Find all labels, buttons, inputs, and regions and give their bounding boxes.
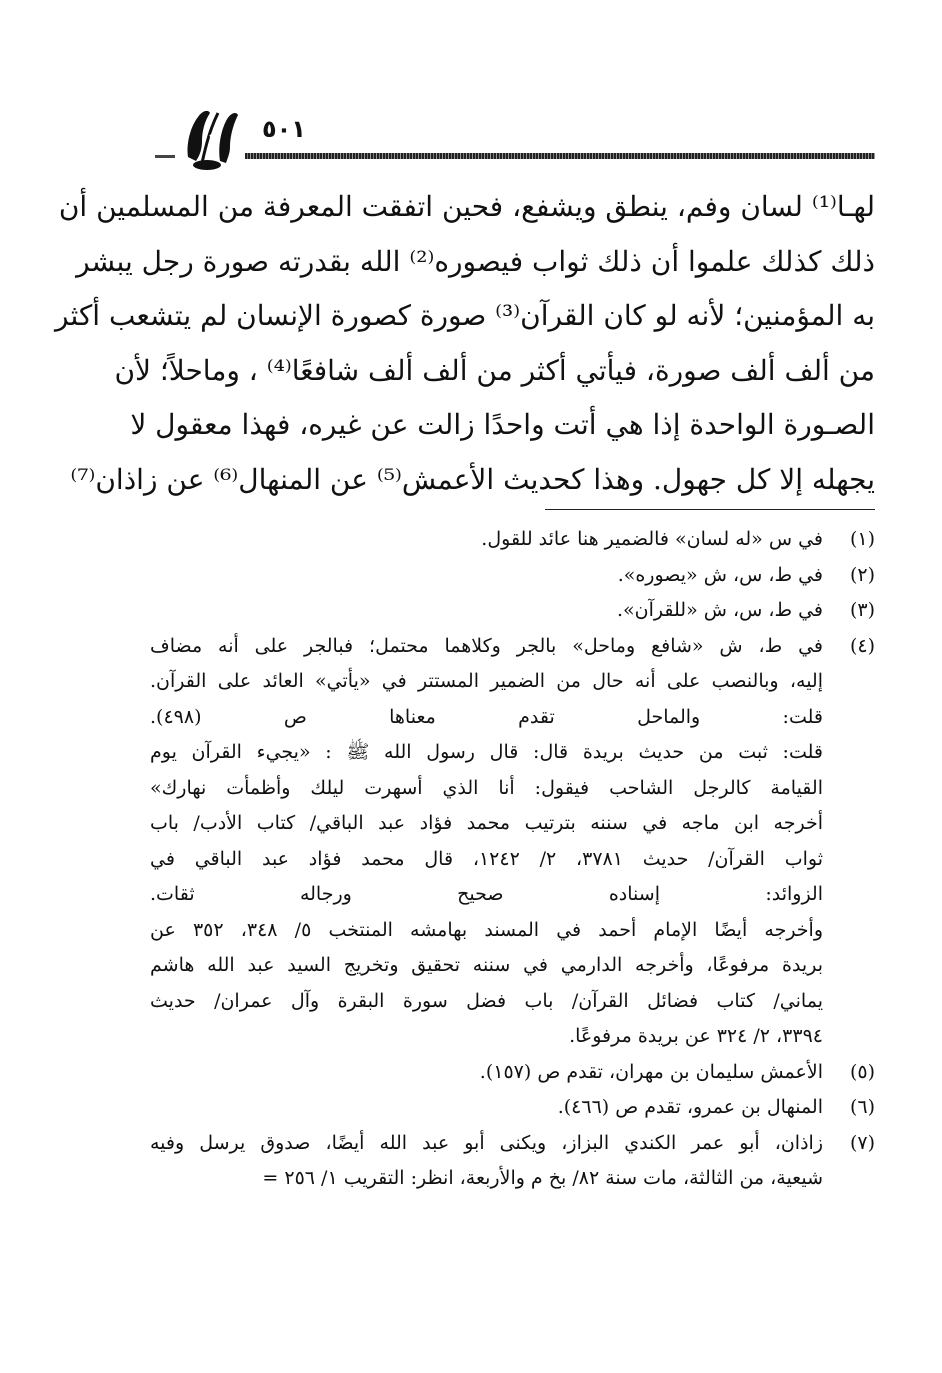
footnote bbox=[150, 558, 875, 594]
header-rule bbox=[245, 153, 875, 159]
footnote-line: في ط، ش «شافع وماحل» بالجر وكلاهما محتمل؛ فبالجر على أنه مضاف bbox=[150, 634, 823, 657]
footnote bbox=[150, 593, 875, 629]
footnote-text bbox=[150, 1055, 823, 1091]
main-text bbox=[55, 180, 875, 507]
footnote bbox=[150, 629, 875, 1055]
footnote-number: (٣) bbox=[849, 599, 875, 621]
footnote-text bbox=[150, 629, 823, 1055]
page-header bbox=[150, 105, 875, 175]
footnote-line: ثواب القرآن/ حديث ٣٧٨١، ٢/ ١٢٤٢، قال محمد فؤاد عبد الباقي في bbox=[150, 847, 823, 870]
footnote-line: بريدة مرفوعًا، وأخرجه الدارمي في سننه تحقيق وتخريج السيد عبد الله هاشم bbox=[150, 954, 823, 976]
footnote-number: (٥) bbox=[849, 1060, 875, 1083]
footnote-line: إليه، وبالنصب على أنه حال من الضمير المستتر في «يأتي» العائد على القرآن. bbox=[150, 670, 823, 692]
footnote-number: (٦) bbox=[849, 1096, 875, 1118]
footnote-line: قلت: ثبت من حديث بريدة قال: قال رسول الله ﷺ : «يجيء القرآن يوم bbox=[150, 741, 823, 763]
footnote-line: في ط، س، ش «للقرآن». bbox=[617, 599, 823, 621]
main-text-line: من ألف ألف صورة، فيأتي أكثر من ألف ألف شافعًا⁽⁴⁾ ، وماحلاً؛ لأن bbox=[114, 353, 875, 387]
footnote bbox=[150, 522, 875, 558]
footnote-number: (٢) bbox=[849, 563, 875, 586]
footnote-number: (١) bbox=[849, 528, 875, 550]
footnote-line: أخرجه ابن ماجه في سننه بترتيب محمد فؤاد عبد الباقي/ كتاب الأدب/ باب bbox=[150, 812, 823, 834]
main-text-line: لهـا⁽¹⁾ لسان وفم، ينطق ويشفع، فحين اتفقت المعرفة من المسلمين أن bbox=[58, 190, 875, 223]
footnotes bbox=[150, 522, 875, 1197]
footnote-number: (٧) bbox=[849, 1131, 875, 1154]
footnote-line: يماني/ كتاب فضائل القرآن/ باب فضل سورة البقرة وآل عمران/ حديث bbox=[150, 989, 823, 1012]
main-text-line: الصـورة الواحدة إذا هي أتت واحدًا زالت عن غيره، فهذا معقول لا bbox=[130, 408, 875, 441]
main-text-line: يجهله إلا كل جهول. وهذا كحديث الأعمش⁽⁵⁾ عن المنهال⁽⁶⁾ عن زاذان⁽⁷⁾ bbox=[70, 462, 875, 496]
quill-inkwell-icon bbox=[180, 105, 242, 171]
footnote-line: وأخرجه أيضًا الإمام أحمد في المسند بهامشه المنتخب ٥/ ٣٤٨، ٣٥٢ عن bbox=[150, 918, 824, 941]
main-text-line: به المؤمنين؛ لأنه لو كان القرآن⁽³⁾ صورة كصورة الإنسان لم يتشعب أكثر bbox=[55, 299, 875, 332]
footnote-text bbox=[150, 558, 823, 594]
footnote-number: (٤) bbox=[849, 634, 875, 657]
footnote-line: شيعية، من الثالثة، مات سنة ٨٢/ بخ م والأربعة، انظر: التقريب ١/ ٢٥٦ = bbox=[262, 1167, 823, 1189]
footnote-divider bbox=[545, 509, 875, 510]
main-text-line: ذلك كذلك علموا أن ذلك ثواب فيصوره⁽²⁾ الله بقدرته صورة رجل يبشر bbox=[76, 244, 875, 278]
footnote-text bbox=[150, 1090, 823, 1126]
footnote-text bbox=[150, 593, 823, 629]
footnote-line: المنهال بن عمرو، تقدم ص (٤٦٦). bbox=[557, 1096, 823, 1118]
footnote bbox=[150, 1055, 875, 1091]
header-rule-left bbox=[155, 155, 175, 158]
footnote-line: في ط، س، ش «يصوره». bbox=[617, 563, 823, 586]
footnote-line: الأعمش سليمان بن مهران، تقدم ص (١٥٧). bbox=[479, 1060, 823, 1083]
footnote-line: الزوائد: إسناده صحيح ورجاله ثقات. bbox=[150, 883, 823, 905]
footnote-line: قلت: والماحل تقدم معناها ص (٤٩٨). bbox=[150, 705, 823, 728]
footnote bbox=[150, 1126, 875, 1197]
footnote-line: ٣٣٩٤، ٢/ ٣٢٤ عن بريدة مرفوعًا. bbox=[569, 1025, 823, 1047]
footnote bbox=[150, 1090, 875, 1126]
footnote-text bbox=[150, 1126, 823, 1197]
page-number: ٥٠١ bbox=[262, 115, 306, 143]
footnote-line: القيامة كالرجل الشاحب فيقول: أنا الذي أسهرت ليلك وأظمأت نهارك» bbox=[150, 776, 823, 799]
footnote-line: زاذان، أبو عمر الكندي البزاز، ويكنى أبو عبد الله أيضًا، صدوق يرسل وفيه bbox=[150, 1131, 823, 1154]
footnote-line: في س «له لسان» فالضمير هنا عائد للقول. bbox=[481, 528, 823, 550]
footnote-text bbox=[150, 522, 823, 558]
